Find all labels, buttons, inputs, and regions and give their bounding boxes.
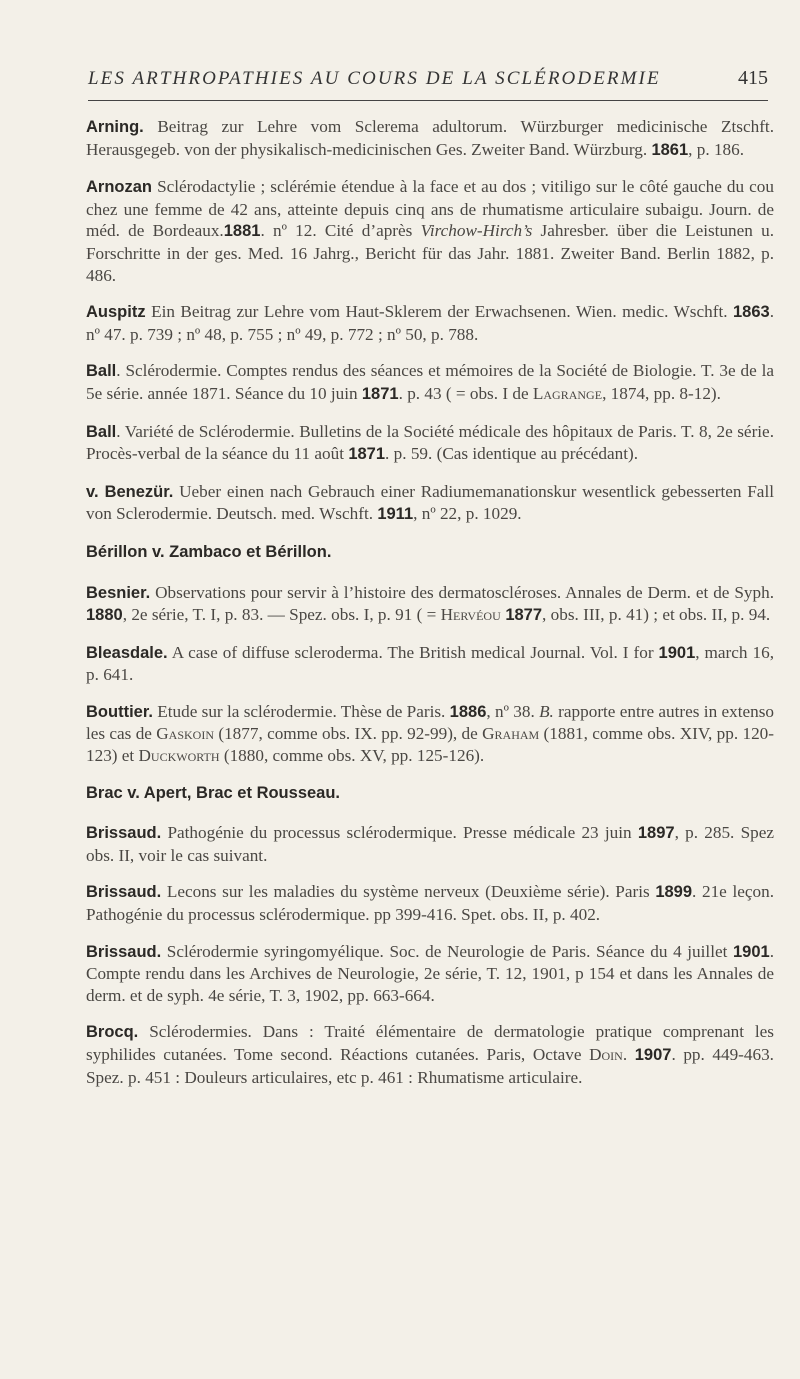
entry-year: 1871 [348, 445, 386, 464]
entry-author: v. Benezür. [86, 482, 174, 501]
entry-author: Bérillon v. Zambaco et Bérillon. [86, 542, 332, 561]
bibliography-entry: Besnier. Observations pour servir à l’histoire des dermatoscléroses. Annales de Derm. et de Syph. 1880, 2e série, T. I, p. 83. — Spez. obs. I, p. 91 ( = Hervéou 1877, obs. III, p. 41) ; et obs. II, p. 94. [86, 582, 774, 625]
bibliography-entry: Brocq. Sclérodermies. Dans : Traité élémentaire de dermatologie pratique comprenant les syphilides cutanées. Tome second. Réactions cutanées. Paris, Octave Doin. 1907. pp. 449-463. Spez. p. 451 : Douleurs articulaires, etc p. 461 : Rhumatisme articulaire. [86, 1022, 774, 1087]
bibliography-entry: Ball. Variété de Sclérodermie. Bulletins de la Société médicale des hôpitaux de Paris. T. 8, 2e série. Procès-verbal de la séance du 11 août 1871. p. 59. (Cas identique au précédant). [86, 421, 774, 464]
entry-author: Ball [86, 362, 117, 381]
entry-year: 1881 [223, 222, 261, 241]
bibliography-entry: Brissaud. Sclérodermie syringomyélique. Soc. de Neurologie de Paris. Séance du 4 juillet 1901. Compte rendu dans les Archives de Neurologie, 2e série, T. 12, 1901, p 154 et dans les Annales de derm. et de syph. 4e série, T. 3, 1902, pp. 663-664. [86, 941, 774, 1005]
entry-author: Brac v. Apert, Brac et Rousseau. [86, 783, 341, 802]
entry-author: Arning. [86, 118, 144, 136]
entry-year: 1901 [732, 942, 770, 961]
entry-author: Bouttier. [86, 702, 153, 721]
running-title: LES ARTHROPATHIES AU COURS DE LA SCLÉRODERMIE [88, 68, 661, 89]
cross-reference-entry [86, 541, 774, 564]
bibliography-entry: Ball. Sclérodermie. Comptes rendus des séances et mémoires de la Société de Biologie. T. 3e de la 5e série. année 1871. Séance du 10 juin 1871. p. 43 ( = obs. I de Lagrange, 1874, pp. 8-12). [86, 361, 774, 403]
entry-year: 1863 [732, 303, 770, 322]
italic-source: B. [539, 701, 554, 721]
bibliography-entry: Brissaud. Pathogénie du processus sclérodermique. Presse médicale 23 juin 1897, p. 285. Spez obs. II, voir le cas suivant. [86, 823, 774, 865]
entry-author: Brissaud. [86, 824, 162, 843]
italic-source: Virchow-Hirch’s [420, 221, 533, 241]
entry-year: 1871 [361, 384, 399, 403]
cross-reference-entry [86, 782, 774, 805]
entry-author: Brocq. [86, 1023, 139, 1042]
entry-year: 1880 [86, 606, 123, 625]
bibliography-entry: Arnozan Sclérodactylie ; sclérémie étendue à la face et au dos ; vitiligo sur le côté gauche du cou chez une femme de 42 ans, atteinte depuis cinq ans de rhumatisme articulaire subaigu. Journ. de méd. de Bordeaux.1881. nº 12. Cité d’après Virchow-Hirch’s Jahresber. über die Leistunen u. Forschritte in der ges. Med. 16 Jahrg., Bericht für das Jahr. 1881. Zweiter Band. Berlin 1882, p. 486. [86, 177, 774, 285]
entry-year: 1899 [655, 883, 693, 902]
entry-author: Bleasdale. [86, 643, 168, 662]
cited-author: Hervéou [440, 605, 501, 625]
bibliography-entry: Brissaud. Lecons sur les maladies du système nerveux (Deuxième série). Paris 1899. 21e leçon. Pathogénie du processus sclérodermique. pp 399-416. Spet. obs. II, p. 402. [86, 882, 774, 925]
bibliography-entry: Auspitz Ein Beitrag zur Lehre vom Haut-Sklerem der Erwachsenen. Wien. medic. Wschft. 1863. nº 47. p. 739 ; nº 48, p. 755 ; nº 49, p. 772 ; nº 50, p. 788. [86, 302, 774, 344]
cited-author: Doin [589, 1045, 623, 1064]
entry-author: Besnier. [86, 583, 151, 602]
entry-year: 1897 [637, 824, 675, 843]
entry-author: Arnozan [86, 178, 152, 197]
entry-year: 1886 [449, 702, 487, 721]
header-rule [88, 100, 768, 101]
cited-author: Graham [482, 724, 540, 744]
bibliography-entry: v. Benezür. Ueber einen nach Gebrauch einer Radiumemanationskur wesentlick gebesserten Fall von Sclerodermie. Deutsch. med. Wschft. 1911, nº 22, p. 1029. [86, 481, 774, 524]
cited-author: Lagrange [532, 383, 603, 403]
entry-year: 1877 [500, 606, 543, 625]
bibliography-entry: Bouttier. Etude sur la sclérodermie. Thèse de Paris. 1886, nº 38. B. rapporte entre autres in extenso les cas de Gaskoin (1877, comme obs. IX. pp. 92-99), de Graham (1881, comme obs. XIV, pp. 120-123) et Duckworth (1880, comme obs. XV, pp. 125-126). [86, 701, 774, 766]
entry-year: 1861 [651, 140, 689, 159]
entry-author: Brissaud. [86, 942, 162, 961]
bibliography-list [86, 116, 774, 1103]
entry-author: Ball [86, 422, 117, 441]
cited-author: Duckworth [138, 746, 220, 766]
entry-author: Brissaud. [86, 883, 162, 902]
cited-author: Gaskoin [156, 724, 215, 744]
entry-year: 1901 [658, 643, 696, 662]
running-header [88, 68, 768, 96]
entry-year: 1911 [377, 505, 414, 524]
bibliography-entry: Arning. Beitrag zur Lehre vom Sclerema adultorum. Würzburger medicinische Ztschft. Herausgegeb. von der physikalisch-medicinischen Ges. Zweiter Band. Würzburg. 1861, p. 186. [86, 117, 774, 159]
entry-year: 1907 [634, 1046, 672, 1064]
bibliography-entry: Bleasdale. A case of diffuse scleroderma. The British medical Journal. Vol. I for 1901, march 16, p. 641. [86, 642, 774, 685]
entry-author: Auspitz [86, 303, 146, 322]
page-number: 415 [738, 67, 768, 89]
